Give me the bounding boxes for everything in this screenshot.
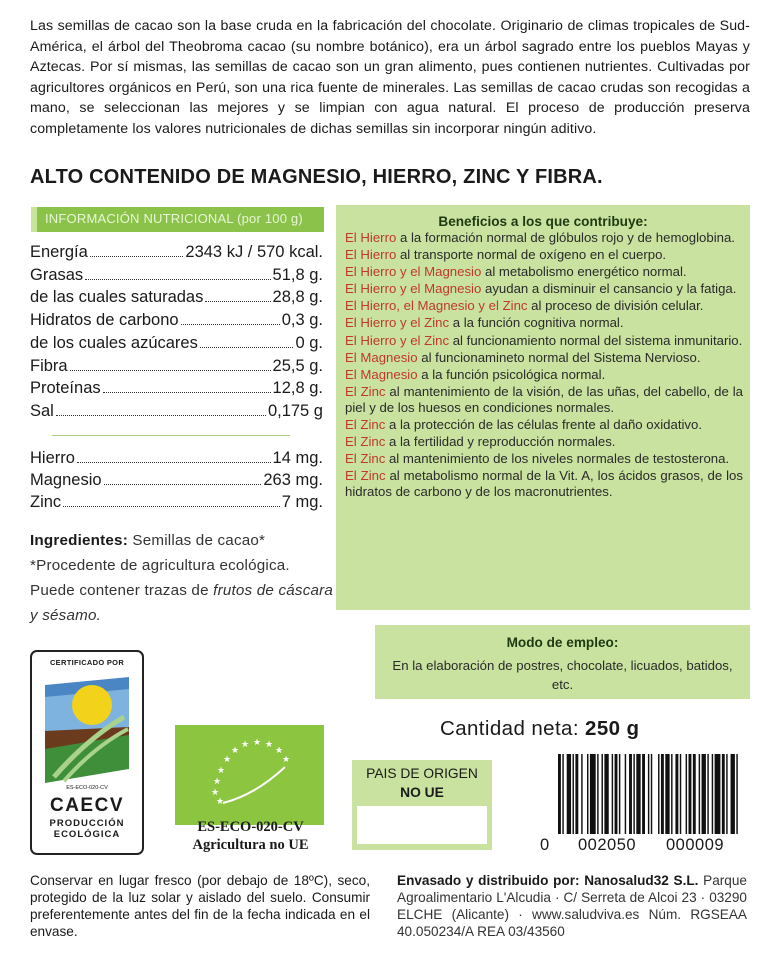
benefit-nutrient: El Hierro y el Zinc: [345, 332, 450, 348]
barcode-bar: [629, 754, 632, 834]
caecv-certified-label: CERTIFICADO POR: [49, 658, 125, 667]
nutrient-label: Energía: [30, 243, 88, 261]
storage-text: Conservar en lugar fresco (por debajo de 18ºC), seco, protegido de la luz solar y aislado del suelo. Consumir preferentemente antes del fin de la fecha indicada en el envase.: [30, 873, 370, 939]
caecv-name: CAECV: [49, 795, 124, 816]
nutrition-row: [30, 402, 323, 425]
mineral-row: [30, 493, 323, 516]
nutrient-value: 12,8 g.: [272, 379, 323, 397]
benefit-nutrient: El Hierro: [345, 230, 397, 245]
eu-star-icon: ★: [216, 765, 226, 775]
benefit-nutrient: El Hierro: [345, 247, 397, 263]
origin-label: PAIS DE ORIGEN: [366, 766, 478, 781]
benefit-item: [345, 298, 743, 314]
mineral-label: Zinc: [30, 493, 62, 511]
mineral-row: [30, 449, 323, 472]
eu-star-icon: ★: [230, 745, 240, 755]
eu-star-icon: ★: [281, 754, 291, 764]
nutrient-label: Hidratos de carbono: [30, 311, 179, 329]
barcode-bar: [581, 754, 582, 834]
barcode-bar: [648, 754, 649, 834]
nutrient-label: de las cuales saturadas: [30, 288, 204, 306]
traces-items: frutos de cáscara y sésamo.: [30, 582, 334, 624]
nutrition-header: [31, 207, 324, 232]
benefit-item: [345, 247, 743, 263]
packager-address: Parque Agroalimentario L'Alcudia · C/ Serreta de Alcoi 23 · 03290 ELCHE (Alicante) · www.saludviva.es Núm. RGSEAA 40.050234/A REA 03/43560: [397, 873, 747, 939]
barcode-bar: [562, 754, 563, 834]
eu-star-icon: ★: [252, 737, 262, 747]
nutrient-value: 2343 kJ / 570 kcal.: [185, 243, 323, 261]
nutrient-value: 0,3 g.: [281, 311, 323, 329]
benefit-text: a la función cognitiva normal.: [449, 315, 624, 331]
nutrient-value: 0,175 g: [267, 402, 323, 420]
barcode-bar: [731, 754, 735, 834]
caecv-production: [32, 818, 142, 840]
barcode-bar: [722, 754, 725, 834]
barcode-bars: [540, 752, 752, 836]
nutrient-value: 25,5 g.: [272, 357, 323, 375]
benefit-nutrient: El Zinc: [345, 433, 386, 449]
barcode-bar: [602, 754, 603, 834]
barcode-bar: [658, 754, 659, 834]
benefit-item: [345, 350, 743, 366]
eu-star-icon: ★: [212, 776, 222, 786]
caecv-logo: [30, 650, 144, 855]
barcode-bar: [573, 754, 574, 834]
benefit-item: [345, 451, 743, 467]
benefits-list: [345, 230, 743, 501]
benefit-item: [345, 333, 743, 349]
barcode-digits-left: 002050: [578, 836, 637, 854]
nutrition-row: [30, 311, 323, 334]
benefit-item: [345, 230, 743, 246]
mineral-label: Magnesio: [30, 471, 102, 489]
ingredients-note: *Procedente de agricultura ecológica.: [30, 557, 290, 574]
nutrition-row: [30, 379, 323, 402]
barcode-bar: [680, 754, 681, 834]
benefit-text: al funcionamineto normal del Sistema Nervioso.: [417, 349, 701, 365]
barcode-bar: [604, 754, 608, 834]
benefit-nutrient: El Magnesio: [345, 349, 418, 365]
nutrition-header-label: INFORMACIÓN NUTRICIONAL (por 100 g): [45, 211, 303, 226]
barcode-bar: [642, 754, 645, 834]
mineral-value: 263 mg.: [263, 471, 323, 489]
benefit-text: a la formación normal de glóbulos rojo y de hemoglobina.: [396, 230, 735, 245]
barcode-bar: [567, 754, 571, 834]
benefit-text: al mantenimiento de los niveles normales de testosterona.: [385, 450, 730, 466]
packager-text: [397, 872, 747, 940]
barcode-bar: [625, 754, 626, 834]
ingredients: [30, 528, 335, 628]
barcode-bar: [558, 754, 561, 834]
barcode-bar: [715, 754, 721, 834]
nutrition-row: [30, 334, 323, 357]
barcode-bar: [597, 754, 598, 834]
usage-title: Modo de empleo:: [506, 635, 619, 650]
net-quantity: [440, 717, 639, 741]
ingredients-label: Ingredientes:: [30, 532, 128, 549]
barcode-bar: [707, 754, 708, 834]
benefit-nutrient: El Zinc: [345, 450, 386, 466]
barcode-digit-first: 0: [540, 836, 550, 854]
eu-star-icon: ★: [274, 745, 284, 755]
mineral-value: 14 mg.: [272, 449, 323, 467]
eu-star-icon: ★: [264, 739, 274, 749]
benefit-text: al transporte normal de oxígeno en el cuerpo.: [396, 247, 667, 263]
usage-panel: [375, 625, 750, 699]
net-quantity-label: Cantidad neta:: [440, 717, 586, 740]
benefit-item: [345, 468, 743, 500]
barcode-bar: [619, 754, 620, 834]
packager-name: Envasado y distribuido por: Nanosalud32 S.L.: [397, 873, 699, 888]
eu-control-code: ES-ECO-020-CV: [197, 819, 304, 835]
benefit-item: [345, 417, 743, 433]
nutrient-label: Grasas: [30, 266, 84, 284]
barcode-bar: [736, 754, 737, 834]
eu-leaf-stem: [223, 767, 285, 803]
eu-organic-leaf-icon: [175, 725, 324, 825]
caecv-line1: PRODUCCIÓN: [49, 818, 125, 829]
origin-box: [352, 760, 492, 850]
benefits-title: Beneficios a los que contribuye:: [438, 214, 648, 229]
eu-agriculture-origin: Agricultura no UE: [192, 837, 309, 853]
benefit-nutrient: El Hierro, el Magnesio y el Zinc: [345, 298, 528, 314]
ingredients-text: Semillas de cacao*: [127, 532, 266, 549]
benefit-text: al metabolismo energético normal.: [481, 264, 687, 280]
header-accent: [31, 207, 37, 232]
barcode-bar: [590, 754, 596, 834]
barcode-bar: [689, 754, 692, 834]
barcode-bar: [702, 754, 706, 834]
barcode-bar: [651, 754, 652, 834]
intro-text: Las semillas de cacao son la base cruda en la fabricación del chocolate. Originario de climas tropicales de Sud-América, el árbol del Theobroma cacao (su nombre botánico), era un árbol sagrado entre los pueblos Mayas y Aztecas. Por sí mismas, las semillas de cacao son un gran alimento, pues contienen nutrientes. Cultivadas por agricultores orgánicos en Perú, son una rica fuente de minerales. Las semillas de cacao crudas son recogidas a mano, se seleccionan las mejores y se limpian con agua natural. El proceso de producción preserva completamente los valores nutricionales de dichas semillas sin incorporar ningún aditivo.: [30, 18, 750, 137]
benefit-nutrient: El Hierro y el Magnesio: [345, 281, 482, 297]
benefit-item: [345, 264, 743, 280]
origin-blank: [357, 806, 487, 844]
benefit-nutrient: El Magnesio: [345, 366, 418, 382]
barcode-bar: [675, 754, 678, 834]
eu-star-icon: ★: [215, 796, 225, 806]
mineral-label: Hierro: [30, 449, 75, 467]
barcode-bar: [636, 754, 640, 834]
eu-star-icon: ★: [222, 754, 232, 764]
barcode-bar: [615, 754, 618, 834]
benefits-panel: [336, 205, 750, 610]
nutrient-value: 28,8 g.: [272, 288, 323, 306]
nutrient-label: Proteínas: [30, 379, 101, 397]
mineral-row: [30, 471, 323, 494]
benefit-text: al metabolismo normal de la Vit. A, los ácidos grasos, de los hidratos de carbono y de los macronutrientes.: [345, 468, 743, 499]
mineral-value: 7 mg.: [281, 493, 323, 511]
benefit-nutrient: El Hierro y el Zinc: [345, 315, 450, 331]
caecv-line2: ECOLÓGICA: [53, 829, 121, 840]
barcode-bar: [693, 754, 696, 834]
benefit-nutrient: El Hierro y el Magnesio: [345, 264, 482, 280]
barcode-bar: [633, 754, 634, 834]
headline: ALTO CONTENIDO DE MAGNESIO, HIERRO, ZINC Y FIBRA.: [30, 166, 603, 188]
benefit-text: al proceso de división celular.: [527, 298, 704, 314]
nutrient-label: Fibra: [30, 357, 68, 375]
nutrient-label: Sal: [30, 402, 54, 420]
benefit-text: a la función psicológica normal.: [417, 366, 606, 382]
eu-organic-caption: [168, 818, 333, 854]
benefit-item: [345, 367, 743, 383]
nutrition-row: [30, 357, 323, 380]
benefit-text: a la fertilidad y reproducción normales.: [385, 433, 616, 449]
benefit-text: ayudan a disminuir el cansancio y la fatiga.: [481, 281, 737, 297]
eu-star-icon: ★: [240, 739, 250, 749]
benefit-text: al funcionamiento normal del sistema inmunitario.: [449, 332, 743, 348]
barcode-bar: [665, 754, 669, 834]
caecv-code: ES-ECO-020-CV: [66, 785, 108, 791]
nutrition-row: [30, 243, 323, 266]
barcode-bar: [671, 754, 672, 834]
barcode-digits-right: 000009: [666, 836, 725, 854]
barcode: [540, 752, 752, 860]
barcode-bar: [587, 754, 588, 834]
benefit-text: al mantenimiento de la visión, de las uñas, del cabello, de la piel y de los huesos en condiciones normales.: [345, 383, 743, 415]
nutrient-value: 0 g.: [295, 334, 323, 352]
barcode-bar: [575, 754, 578, 834]
traces-prefix: Puede contener trazas de: [30, 582, 214, 599]
benefit-item: [345, 434, 743, 450]
barcode-bar: [686, 754, 687, 834]
benefit-nutrient: El Zinc: [345, 416, 386, 432]
origin-value: NO UE: [400, 785, 444, 800]
caecv-emblem-icon: [32, 669, 142, 789]
barcode-bar: [661, 754, 664, 834]
nutrition-divider: [52, 435, 290, 436]
benefit-nutrient: El Zinc: [345, 468, 386, 484]
barcode-bar: [726, 754, 727, 834]
benefit-text: a la protección de las células frente al daño oxidativo.: [385, 416, 703, 432]
nutrition-row: [30, 266, 323, 289]
usage-text: En la elaboración de postres, chocolate, licuados, batidos, etc.: [392, 658, 733, 692]
barcode-bar: [699, 754, 700, 834]
nutrition-row: [30, 288, 323, 311]
barcode-bar: [612, 754, 613, 834]
net-quantity-value: 250 g: [585, 717, 640, 740]
nutrient-value: 51,8 g.: [272, 266, 323, 284]
benefit-item: [345, 315, 743, 331]
barcode-bar: [712, 754, 713, 834]
eu-star-icon: ★: [210, 787, 220, 797]
benefit-item: [345, 281, 743, 297]
benefit-item: [345, 384, 743, 416]
nutrient-label: de los cuales azúcares: [30, 334, 198, 352]
benefit-nutrient: El Zinc: [345, 383, 386, 399]
